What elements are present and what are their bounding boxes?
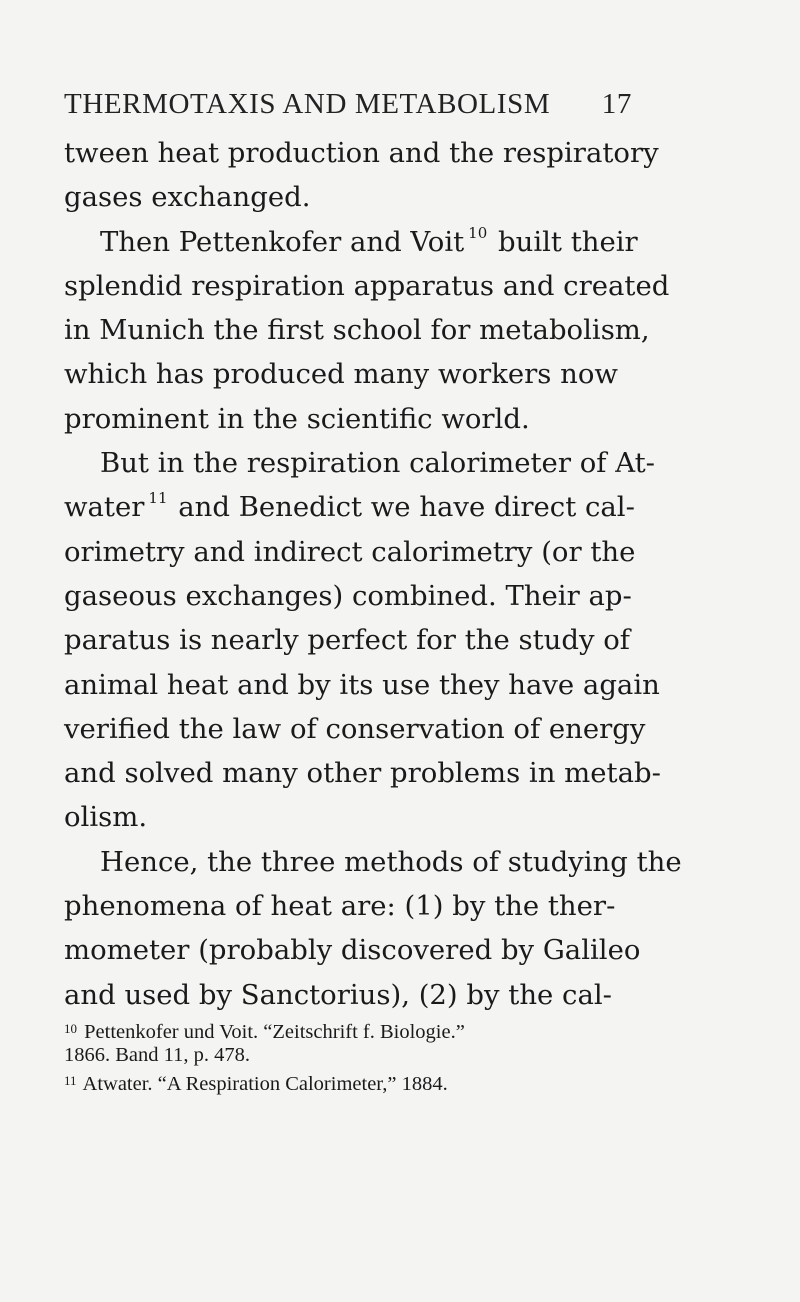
text-line: paratus is nearly perfect for the study of [64,624,630,657]
text-line: prominent in the scientific world. [64,402,530,435]
footnote-text: Atwater. “A Respiration Calorimeter,” 1884. [82,1073,448,1095]
text-line: phenomena of heat are: (1) by the ther- [64,890,616,923]
text-line: verified the law of conservation of energy [64,712,646,745]
text-segment: Then Pettenkofer and Voit [100,225,465,258]
text-line [64,220,654,264]
text-line: mometer (probably discovered by Galileo [64,934,641,967]
text-line: Hence, the three methods of studying the [100,845,682,878]
running-title: THERMOTAXIS AND METABOLISM [64,88,551,120]
text-line: and used by Sanctorius), (2) by the cal- [64,978,612,1011]
text-line: tween heat production and the respiratory [64,137,659,169]
footnote-10-continued: 1866. Band 11, p. 478. [64,1044,251,1066]
text-line: olism. [64,801,148,834]
text-line: orimetry and indirect calorimetry (or the [64,535,636,568]
text-line: gases exchanged. [64,181,311,214]
text-line [64,485,654,529]
footnote-10 [64,1016,654,1042]
text-line: which has produced many workers now [64,358,618,391]
footnote-number: 11 [64,1073,77,1088]
text-segment: built their [498,225,638,258]
text-segment: and Benedict we have direct cal- [178,491,635,524]
footnote-number: 10 [64,1021,77,1036]
footnotes [64,1016,654,1094]
text-line: But in the respiration calorimeter of At- [100,447,655,480]
footnote-ref-11: 11 [148,489,168,508]
text-line: and solved many other problems in metab- [64,757,661,790]
text-segment: water [64,491,145,524]
body-text [64,131,682,1017]
text-line: gaseous exchanges) combined. Their ap- [64,579,632,612]
page-number: 17 [601,88,632,120]
footnote-11 [64,1068,654,1094]
footnote-text: Pettenkofer und Voit. “Zeitschrift f. Biologie.” [84,1021,465,1043]
text-line: in Munich the first school for metabolism, [64,314,650,347]
footnote-ref-10: 10 [468,223,488,242]
text-line: splendid respiration apparatus and created [64,269,670,302]
running-head [64,88,632,128]
text-line: animal heat and by its use they have again [64,668,660,701]
